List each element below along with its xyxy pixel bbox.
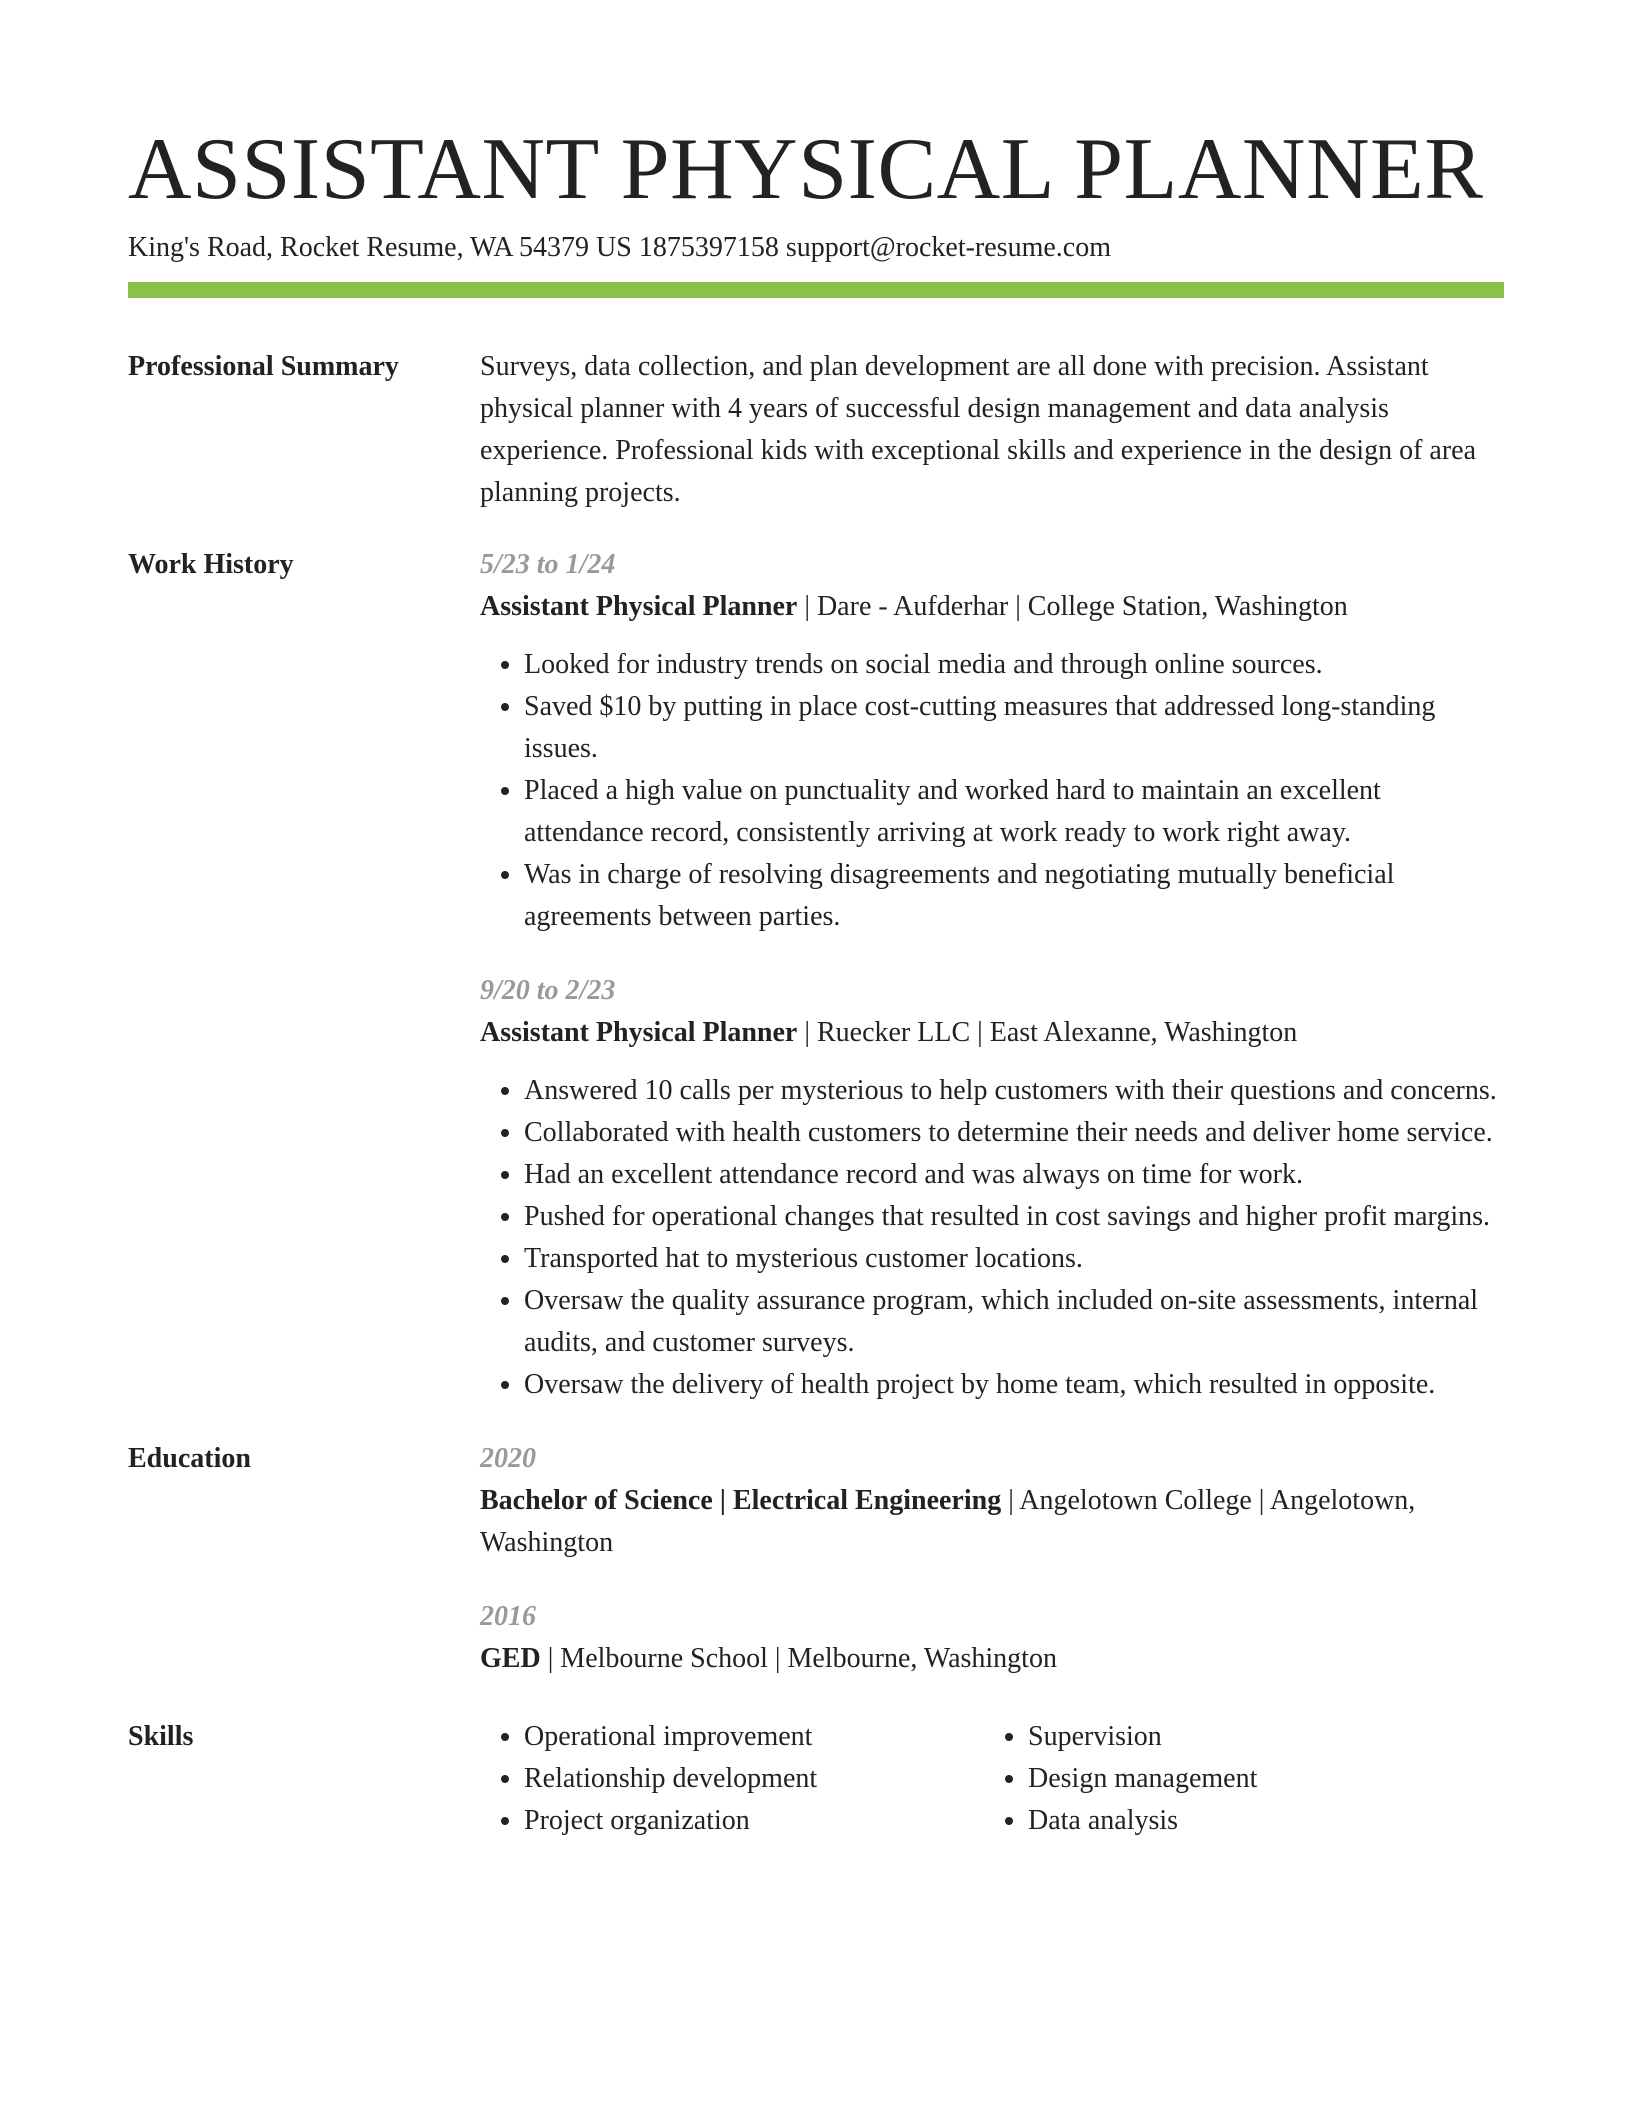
job-role-line	[480, 586, 1504, 628]
job-title: Assistant Physical Planner	[480, 591, 798, 622]
education-line	[480, 1480, 1504, 1564]
contact-line: King's Road, Rocket Resume, WA 54379 US 1875397158 support@rocket-resume.com	[128, 232, 1111, 263]
skills-grid	[480, 1716, 1504, 1842]
job-date: 5/23 to 1/24	[480, 549, 616, 580]
skills-body	[480, 1716, 1504, 1842]
list-item: • Had an excellent attendance record and was always on time for work.	[524, 1154, 1504, 1196]
list-item: • Saved $10 by putting in place cost-cutting measures that addressed long-standing issues.	[524, 686, 1504, 770]
job-entry	[480, 544, 1504, 938]
work-history-section	[128, 544, 1504, 1406]
skill-item: • Operational improvement	[524, 1716, 984, 1758]
job-details: | Dare - Aufderhar | College Station, Washington	[797, 591, 1348, 622]
education-entry	[480, 1438, 1504, 1564]
skill-item: • Data analysis	[1028, 1800, 1488, 1842]
education-details: | Melbourne School | Melbourne, Washington	[540, 1643, 1057, 1674]
education-date: 2016	[480, 1601, 536, 1632]
job-details: | Ruecker LLC | East Alexanne, Washington	[797, 1017, 1298, 1048]
education-body	[480, 1438, 1504, 1680]
list-item: • Oversaw the delivery of health project by home team, which resulted in opposite.	[524, 1364, 1504, 1406]
job-bullets	[480, 1070, 1504, 1406]
job-title: Assistant Physical Planner	[480, 1017, 798, 1048]
resume-title: ASSISTANT PHYSICAL PLANNER	[128, 121, 1484, 218]
job-entry	[480, 970, 1504, 1406]
work-history-body	[480, 544, 1504, 1406]
list-item: • Oversaw the quality assurance program, which included on-site assessments, internal audits, and customer surveys.	[524, 1280, 1504, 1364]
skill-item: • Project organization	[524, 1800, 984, 1842]
skill-item: • Relationship development	[524, 1758, 984, 1800]
list-item: • Transported hat to mysterious customer locations.	[524, 1238, 1504, 1280]
education-line	[480, 1638, 1504, 1680]
skill-item: • Design management	[1028, 1758, 1488, 1800]
list-item: • Collaborated with health customers to determine their needs and deliver home service.	[524, 1112, 1504, 1154]
education-date: 2020	[480, 1443, 536, 1474]
degree: GED	[480, 1643, 541, 1674]
section-label-summary: Professional Summary	[128, 351, 399, 382]
section-label-skills: Skills	[128, 1721, 194, 1752]
section-label-work-history: Work History	[128, 549, 294, 580]
skills-list-left	[480, 1716, 984, 1842]
list-item: • Answered 10 calls per mysterious to help customers with their questions and concerns.	[524, 1070, 1504, 1112]
skill-item: • Supervision	[1028, 1716, 1488, 1758]
job-role-line	[480, 1012, 1504, 1054]
list-item: • Looked for industry trends on social media and through online sources.	[524, 644, 1504, 686]
education-details: | Angelotown College | Angelotown, Washington	[480, 1485, 1416, 1558]
job-date: 9/20 to 2/23	[480, 975, 616, 1006]
list-item: • Was in charge of resolving disagreements and negotiating mutually beneficial agreements between parties.	[524, 854, 1504, 938]
skills-section	[128, 1716, 1504, 1842]
degree: Bachelor of Science | Electrical Engineering	[480, 1485, 1002, 1516]
header-divider	[128, 282, 1504, 298]
section-label-education: Education	[128, 1443, 251, 1474]
list-item: • Placed a high value on punctuality and worked hard to maintain an excellent attendance record, consistently arriving at work ready to work right away.	[524, 770, 1504, 854]
education-section	[128, 1438, 1504, 1680]
list-item: • Pushed for operational changes that resulted in cost savings and higher profit margins.	[524, 1196, 1504, 1238]
education-entry	[480, 1596, 1504, 1680]
summary-section	[128, 346, 1504, 514]
job-bullets	[480, 644, 1504, 938]
skills-list-right	[984, 1716, 1488, 1842]
summary-text: Surveys, data collection, and plan development are all done with precision. Assistant physical planner with 4 years of successful design management and data analysis experience. Professional kids with exceptional skills and experience in the design of area planning projects.	[480, 351, 1476, 508]
